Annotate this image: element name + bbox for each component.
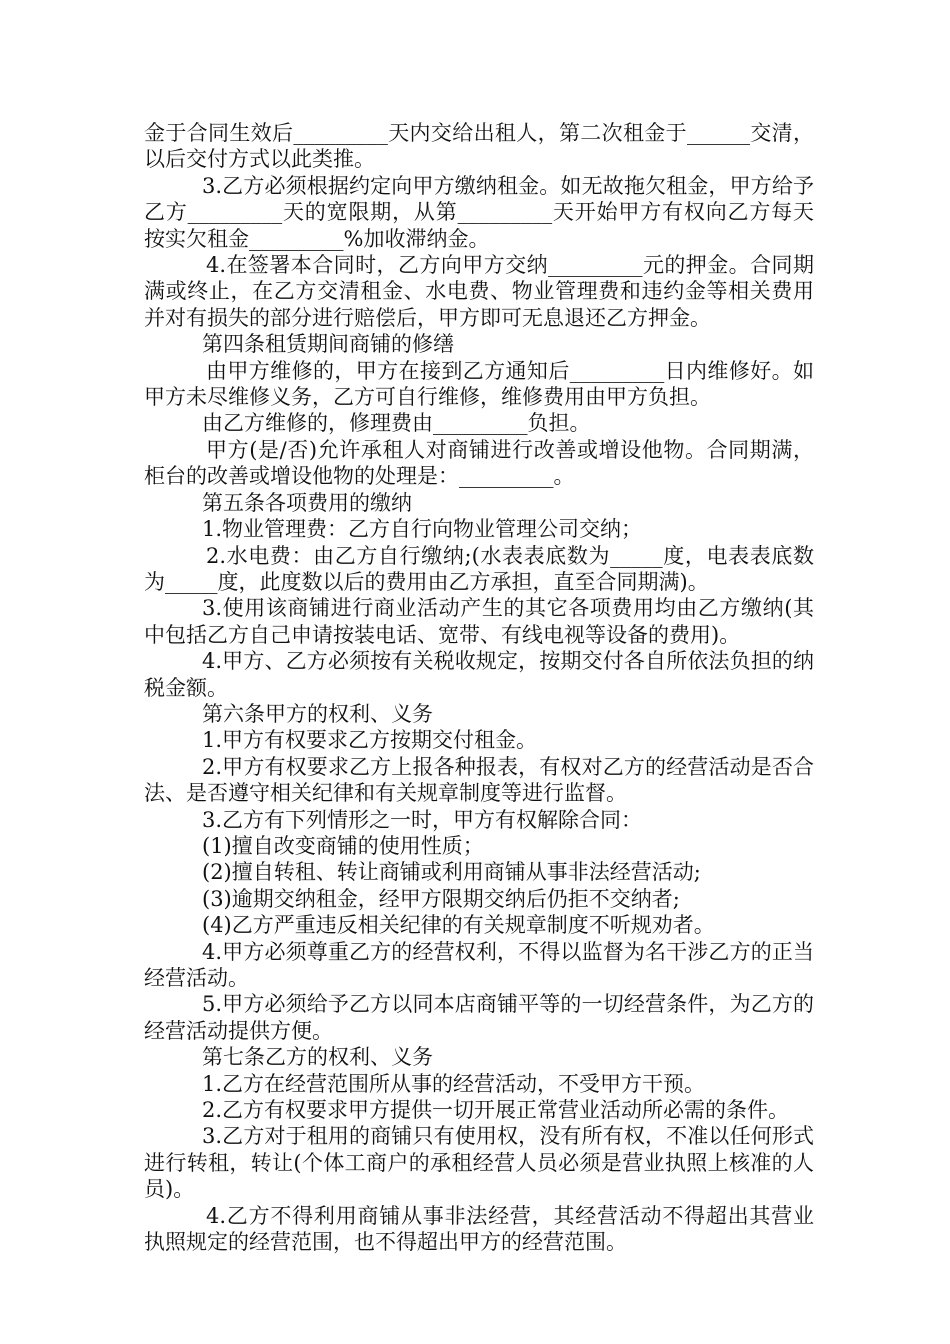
- paragraph-10: 2.水电费：由乙方自行缴纳;(水表表底数为_____度，电表表底数为_____度，此度数以后的费用由乙方承担，直至合同期满)。: [144, 543, 814, 594]
- paragraph-11: 3.使用该商铺进行商业活动产生的其它各项费用均由乙方缴纳(其中包括乙方自己申请按装电话、宽带、有线电视等设备的费用)。: [144, 596, 814, 647]
- section-heading-6: 第六条甲方的权利、义务: [202, 701, 433, 726]
- document-page: [144, 120, 814, 1255]
- paragraph-15: 2.甲方有权要求乙方上报各种报表，有权对乙方的经营活动是否合法、是否遵守相关纪律和有关规章制度等进行监督。: [144, 754, 814, 806]
- paragraph-9: 1.物业管理费：乙方自行向物业管理公司交纳；: [202, 517, 643, 542]
- paragraph-2: 3.乙方必须根据约定向甲方缴纳租金。如无故拖欠租金，甲方给予乙方_________天的宽限期，从第_________天开始甲方有权向乙方每天按实欠租金_________%加收滞纳金。: [144, 173, 814, 251]
- paragraph-16: 3.乙方有下列情形之一时，甲方有权解除合同：: [202, 807, 643, 832]
- paragraph-14: 1.甲方有权要求乙方按期交付租金。: [202, 728, 538, 753]
- paragraph-12: 4.甲方、乙方必须按有关税收规定，按期交付各自所依法负担的纳税金额。: [144, 649, 814, 700]
- list-item-3: (3)逾期交纳租金，经甲方限期交纳后仍拒不交纳者;: [202, 886, 680, 911]
- paragraph-5: 由甲方维修的，甲方在接到乙方通知后_________日内维修好。如甲方未尽维修义务，乙方可自行维修，维修费用由甲方负担。: [144, 358, 814, 410]
- section-heading-4: 第四条租赁期间商铺的修缮: [202, 332, 454, 357]
- paragraph-24: 1.乙方在经营范围所从事的经营活动，不受甲方干预。: [202, 1071, 706, 1096]
- paragraph-27: 4.乙方不得利用商铺从事非法经营，其经营活动不得超出其营业执照规定的经营范围，也不得超出甲方的经营范围。: [144, 1203, 814, 1255]
- paragraph-1: 金于合同生效后_________天内交给出租人，第二次租金于______交清，以后交付方式以此类推。: [144, 121, 814, 172]
- list-item-4: (4)乙方严重违反相关纪律的有关规章制度不听规劝者。: [202, 913, 715, 938]
- paragraph-6: 由乙方维修的，修理费由_________负担。: [202, 411, 591, 436]
- list-item-1: (1)擅自改变商铺的使用性质；: [202, 833, 484, 858]
- paragraph-3: 4.在签署本合同时，乙方向甲方交纳_________元的押金。合同期满或终止，在乙方交清租金、水电费、物业管理费和违约金等相关费用并对有损失的部分进行赔偿后，甲方即可无息退还乙方押金。: [144, 253, 814, 330]
- list-item-2: (2)擅自转租、转让商铺或利用商铺从事非法经营活动;: [202, 860, 701, 885]
- paragraph-21: 4.甲方必须尊重乙方的经营权利，不得以监督为名干涉乙方的正当经营活动。: [144, 939, 814, 990]
- section-heading-7: 第七条乙方的权利、义务: [202, 1045, 433, 1070]
- paragraph-26: 3.乙方对于租用的商铺只有使用权，没有所有权，不准以任何形式进行转租，转让(个体工商户的承租经营人员必须是营业执照上核准的人员)。: [144, 1124, 814, 1202]
- section-heading-5: 第五条各项费用的缴纳: [202, 490, 412, 515]
- paragraph-22: 5.甲方必须给予乙方以同本店商铺平等的一切经营条件，为乙方的经营活动提供方便。: [144, 992, 814, 1043]
- paragraph-7: 甲方(是/否)允许承租人对商铺进行改善或增设他物。合同期满，柜台的改善或增设他物的处理是：_________。: [144, 437, 814, 489]
- paragraph-25: 2.乙方有权要求甲方提供一切开展正常营业活动所必需的条件。: [202, 1098, 790, 1123]
